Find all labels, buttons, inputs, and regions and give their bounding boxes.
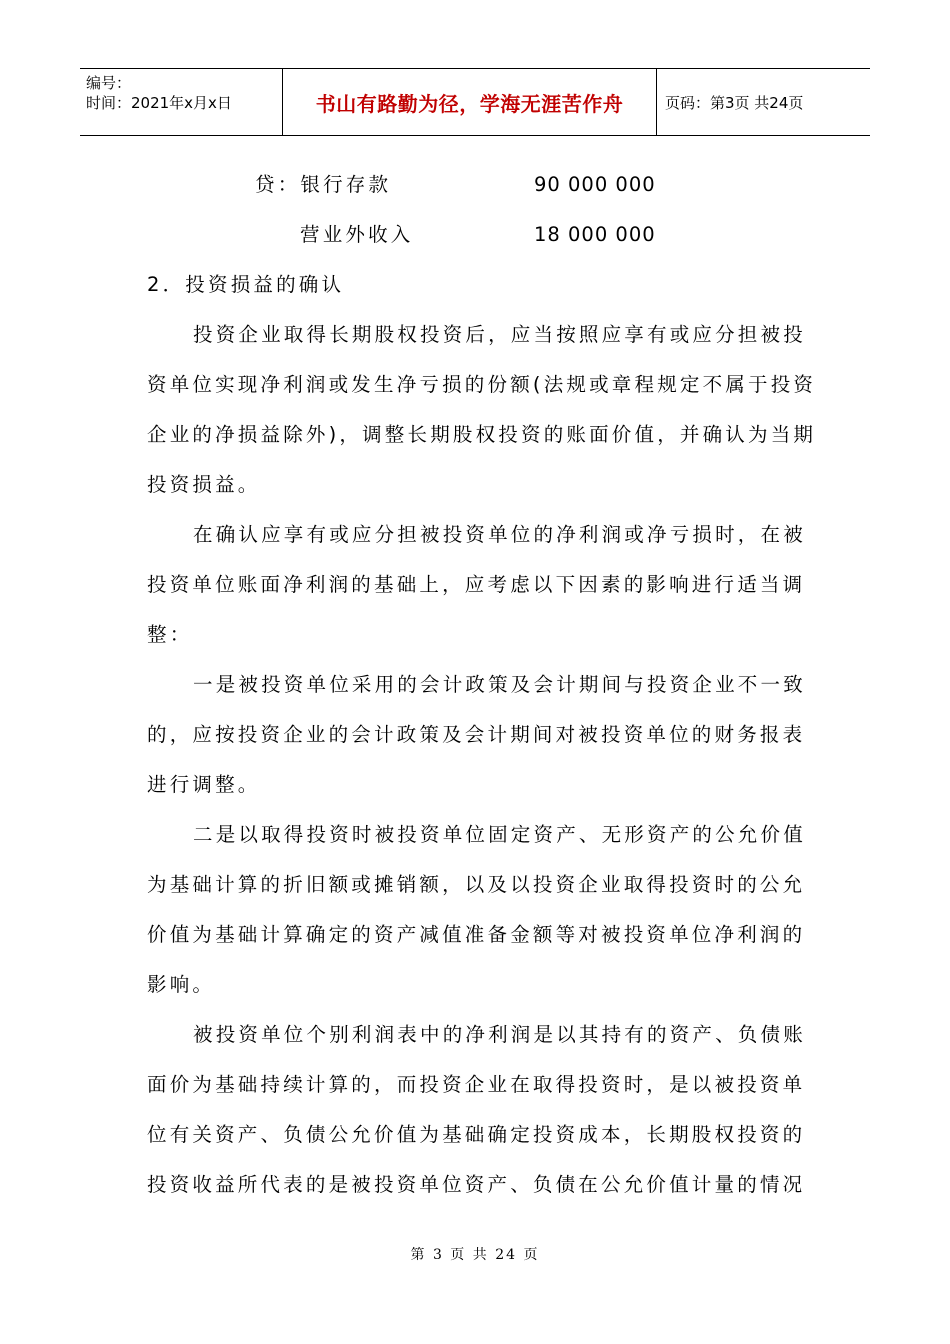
document-date: 时间：2021年x月x日 <box>86 94 232 112</box>
journal-second-label: 营业外收入 <box>300 223 414 246</box>
paragraph-line: 在确认应享有或应分担被投资单位的净利润或净亏损时，在被 <box>193 523 806 546</box>
paragraph-line: 企业的净损益除外)，调整长期股权投资的账面价值，并确认为当期 <box>147 423 817 446</box>
paragraph-line: 投资损益。 <box>147 473 261 496</box>
journal-credit-label: 贷：银行存款 <box>255 173 392 196</box>
paragraph-line: 投资收益所代表的是被投资单位资产、负债在公允价值计量的情况 <box>147 1173 806 1196</box>
paragraph-line: 投资单位账面净利润的基础上，应考虑以下因素的影响进行适当调 <box>147 573 806 596</box>
header-page-info: 页码：第3页 共24页 <box>665 93 804 112</box>
header-meta <box>80 69 282 135</box>
paragraph-line: 二是以取得投资时被投资单位固定资产、无形资产的公允价值 <box>193 823 806 846</box>
paragraph-line: 面价为基础持续计算的，而投资企业在取得投资时，是以被投资单 <box>147 1073 806 1096</box>
paragraph-line: 被投资单位个别利润表中的净利润是以其持有的资产、负债账 <box>193 1023 806 1046</box>
paragraph-line: 位有关资产、负债公允价值为基础确定投资成本，长期股权投资的 <box>147 1123 806 1146</box>
paragraph-line: 进行调整。 <box>147 773 261 796</box>
journal-second-amount: 18 000 000 <box>534 223 656 246</box>
paragraph-line: 一是被投资单位采用的会计政策及会计期间与投资企业不一致 <box>193 673 806 696</box>
paragraph-line: 整： <box>147 623 193 646</box>
header-motto: 书山有路勤为径，学海无涯苦作舟 <box>282 69 657 135</box>
paragraph-line: 投资企业取得长期股权投资后，应当按照应享有或应分担被投 <box>193 323 806 346</box>
paragraph-line: 资单位实现净利润或发生净亏损的份额(法规或章程规定不属于投资 <box>147 373 817 396</box>
paragraph-line: 为基础计算的折旧额或摊销额，以及以投资企业取得投资时的公允 <box>147 873 806 896</box>
page-header <box>80 68 870 136</box>
document-number-label: 编号： <box>86 74 132 92</box>
page-footer: 第 3 页 共 24 页 <box>410 1247 540 1263</box>
journal-credit-amount: 90 000 000 <box>534 173 656 196</box>
paragraph-line: 影响。 <box>147 973 216 996</box>
paragraph-line: 价值为基础计算确定的资产减值准备金额等对被投资单位净利润的 <box>147 923 806 946</box>
paragraph-line: 的，应按投资企业的会计政策及会计期间对被投资单位的财务报表 <box>147 723 806 746</box>
section-heading: 2．投资损益的确认 <box>147 273 345 296</box>
